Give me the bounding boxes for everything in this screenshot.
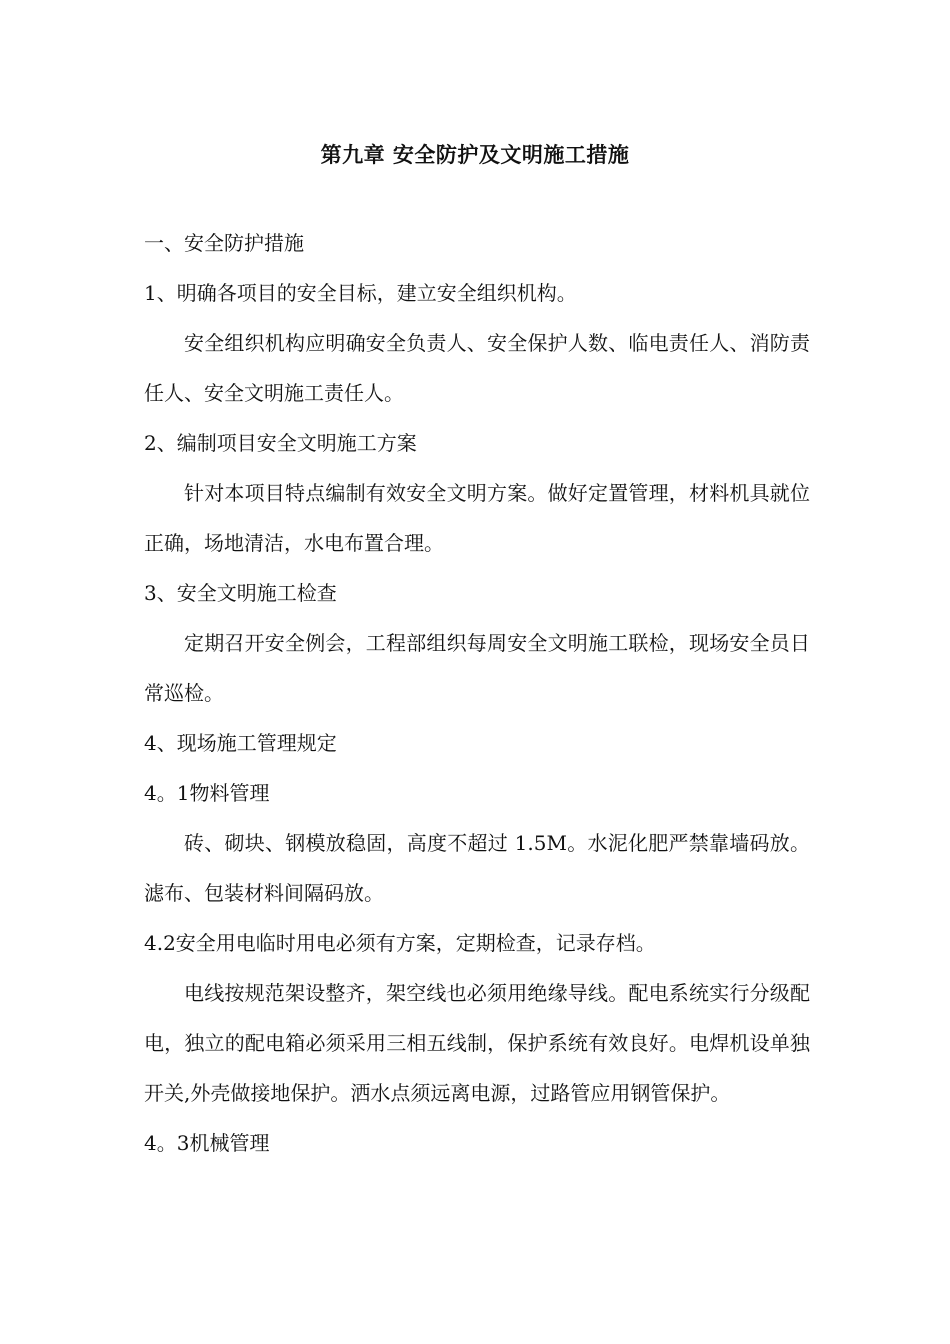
paragraph-para-4: 砖、砌块、钢模放稳固，高度不超过 1.5M。水泥化肥严禁靠墙码放。滤布、包装材料间隔码放。: [144, 831, 810, 905]
paragraph-item-4-1: 4。1物料管理: [144, 781, 270, 805]
paragraph-item-4-2: 4.2安全用电临时用电必须有方案，定期检查，记录存档。: [144, 931, 656, 955]
paragraph-item-1: 1、明确各项目的安全目标，建立安全组织机构。: [144, 281, 577, 305]
paragraph-item-4: 4、现场施工管理规定: [144, 731, 337, 755]
paragraph-para-1: 安全组织机构应明确安全负责人、安全保护人数、临电责任人、消防责任人、安全文明施工责任人。: [144, 331, 810, 405]
paragraph-item-3: 3、安全文明施工检查: [144, 581, 337, 605]
document-body: [144, 218, 810, 1168]
chapter-title: 第九章 安全防护及文明施工措施: [320, 142, 630, 167]
paragraph-para-5: 电线按规范架设整齐，架空线也必须用绝缘导线。配电系统实行分级配电，独立的配电箱必须采用三相五线制，保护系统有效良好。电焊机设单独开关,外壳做接地保护。洒水点须远离电源，过路管应用钢管保护。: [144, 981, 810, 1105]
paragraph-item-2: 2、编制项目安全文明施工方案: [144, 431, 417, 455]
paragraph-para-3: 定期召开安全例会，工程部组织每周安全文明施工联检，现场安全员日常巡检。: [144, 631, 810, 705]
paragraph-section-1: 一、安全防护措施: [144, 231, 304, 255]
paragraph-para-2: 针对本项目特点编制有效安全文明方案。做好定置管理，材料机具就位正确，场地清洁，水电布置合理。: [144, 481, 810, 555]
paragraph-item-4-3: 4。3机械管理: [144, 1131, 270, 1155]
